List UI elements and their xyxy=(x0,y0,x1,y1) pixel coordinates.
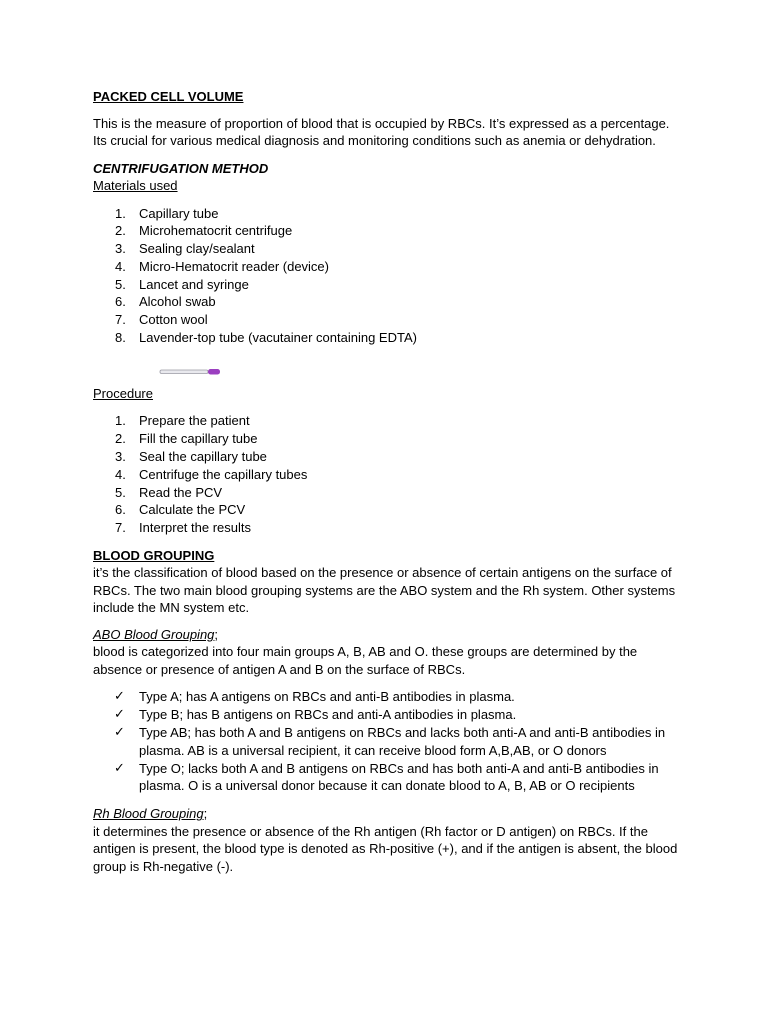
list-item-text: Sealing clay/sealant xyxy=(139,241,255,257)
abo-type-item xyxy=(93,706,683,724)
abo-type-item xyxy=(93,688,683,706)
checkmark-icon: ✓ xyxy=(114,725,125,741)
list-item xyxy=(93,329,683,347)
list-number: 3. xyxy=(115,448,126,464)
capillary-tube-icon xyxy=(159,367,221,377)
list-item-text: Capillary tube xyxy=(139,205,219,221)
list-item xyxy=(93,293,683,311)
pcv-intro: This is the measure of proportion of blood that is occupied by RBCs. It’s expressed as a percentage. Its crucial for various medical diagnosis and monitoring conditions such as anemia or dehydration. xyxy=(93,115,670,148)
list-number: 1. xyxy=(115,413,126,429)
list-item xyxy=(93,412,683,430)
rh-text: it determines the presence or absence of the Rh antigen (Rh factor or D antigen) on RBCs. If the antigen is present, the blood type is denoted as Rh-positive (+), and if the antigen is absent, the blood group is Rh-negative (-). xyxy=(93,823,678,874)
rh-heading: Rh Blood Grouping xyxy=(93,806,204,822)
abo-heading: ABO Blood Grouping xyxy=(93,626,215,642)
abo-type-item xyxy=(93,724,683,760)
list-item-text: Cotton wool xyxy=(139,312,208,328)
list-item xyxy=(93,430,683,448)
checkmark-icon: ✓ xyxy=(114,760,125,776)
list-item-text: Microhematocrit centrifuge xyxy=(139,223,293,239)
list-number: 1. xyxy=(115,205,126,221)
checkmark-icon: ✓ xyxy=(114,707,125,723)
list-item xyxy=(93,205,683,223)
list-item xyxy=(93,258,683,276)
list-item-text: Fill the capillary tube xyxy=(139,431,258,447)
list-number: 7. xyxy=(115,312,126,328)
list-item xyxy=(93,311,683,329)
list-item xyxy=(93,501,683,519)
list-item-text: Read the PCV xyxy=(139,484,223,500)
pcv-heading: PACKED CELL VOLUME xyxy=(93,89,244,104)
list-item xyxy=(93,240,683,258)
abo-type-text: Type O; lacks both A and B antigens on RBCs and has both anti-A and anti-B antibodies in plasma. O is a universal donor because it can donate blood to A, B, AB or O recipients xyxy=(139,760,659,794)
materials-list xyxy=(93,205,683,347)
abo-type-text: Type B; has B antigens on RBCs and anti-A antibodies in plasma. xyxy=(139,707,517,723)
abo-heading-line xyxy=(93,626,683,644)
list-number: 8. xyxy=(115,330,126,346)
list-item-text: Micro-Hematocrit reader (device) xyxy=(139,258,329,274)
list-item xyxy=(93,222,683,240)
list-item xyxy=(93,466,683,484)
abo-heading-suffix: ; xyxy=(214,626,219,642)
list-item-text: Calculate the PCV xyxy=(139,502,246,518)
blood-grouping-heading: BLOOD GROUPING xyxy=(93,547,215,563)
list-item-text: Seal the capillary tube xyxy=(139,448,267,464)
list-number: 6. xyxy=(115,502,126,518)
list-item-text: Lavender-top tube (vacutainer containing EDTA) xyxy=(139,330,417,346)
list-item-text: Interpret the results xyxy=(139,520,251,536)
abo-type-item xyxy=(93,760,683,796)
list-item xyxy=(93,519,683,537)
abo-intro: blood is categorized into four main groups A, B, AB and O. these groups are determined by the absence or presence of antigen A and B on the surface of RBCs. xyxy=(93,644,638,677)
materials-heading: Materials used xyxy=(93,178,178,193)
list-item xyxy=(93,484,683,502)
list-item xyxy=(93,276,683,294)
procedure-heading: Procedure xyxy=(93,385,153,401)
list-number: 3. xyxy=(115,241,126,257)
abo-types-list xyxy=(93,688,683,795)
centrifugation-heading: CENTRIFUGATION METHOD xyxy=(93,160,269,176)
list-item-text: Lancet and syringe xyxy=(139,276,249,292)
procedure-list xyxy=(93,412,683,537)
capillary-tube-image xyxy=(93,367,683,379)
list-item-text: Alcohol swab xyxy=(139,294,216,310)
rh-heading-line xyxy=(93,805,683,823)
list-item-text: Centrifuge the capillary tubes xyxy=(139,466,308,482)
blood-grouping-intro: it’s the classification of blood based on the presence or absence of certain antigens on the surface of RBCs. The two main blood grouping systems are the ABO system and the Rh system. Other systems include the MN system etc. xyxy=(93,565,676,616)
checkmark-icon: ✓ xyxy=(114,689,125,705)
abo-type-text: Type AB; has both A and B antigens on RBCs and lacks both anti-A and anti-B antibodies in plasma. AB is a universal recipient, it can receive blood form A,B,AB, or O donors xyxy=(139,725,666,758)
list-item xyxy=(93,448,683,466)
list-number: 5. xyxy=(115,484,126,500)
list-number: 4. xyxy=(115,466,126,482)
list-number: 4. xyxy=(115,258,126,274)
list-number: 2. xyxy=(115,431,126,447)
rh-heading-suffix: ; xyxy=(203,806,208,822)
document-content xyxy=(93,88,683,875)
list-item-text: Prepare the patient xyxy=(139,413,250,429)
abo-type-text: Type A; has A antigens on RBCs and anti-B antibodies in plasma. xyxy=(139,689,515,705)
list-number: 5. xyxy=(115,276,126,292)
list-number: 7. xyxy=(115,520,126,536)
list-number: 2. xyxy=(115,223,126,239)
list-number: 6. xyxy=(115,294,126,310)
